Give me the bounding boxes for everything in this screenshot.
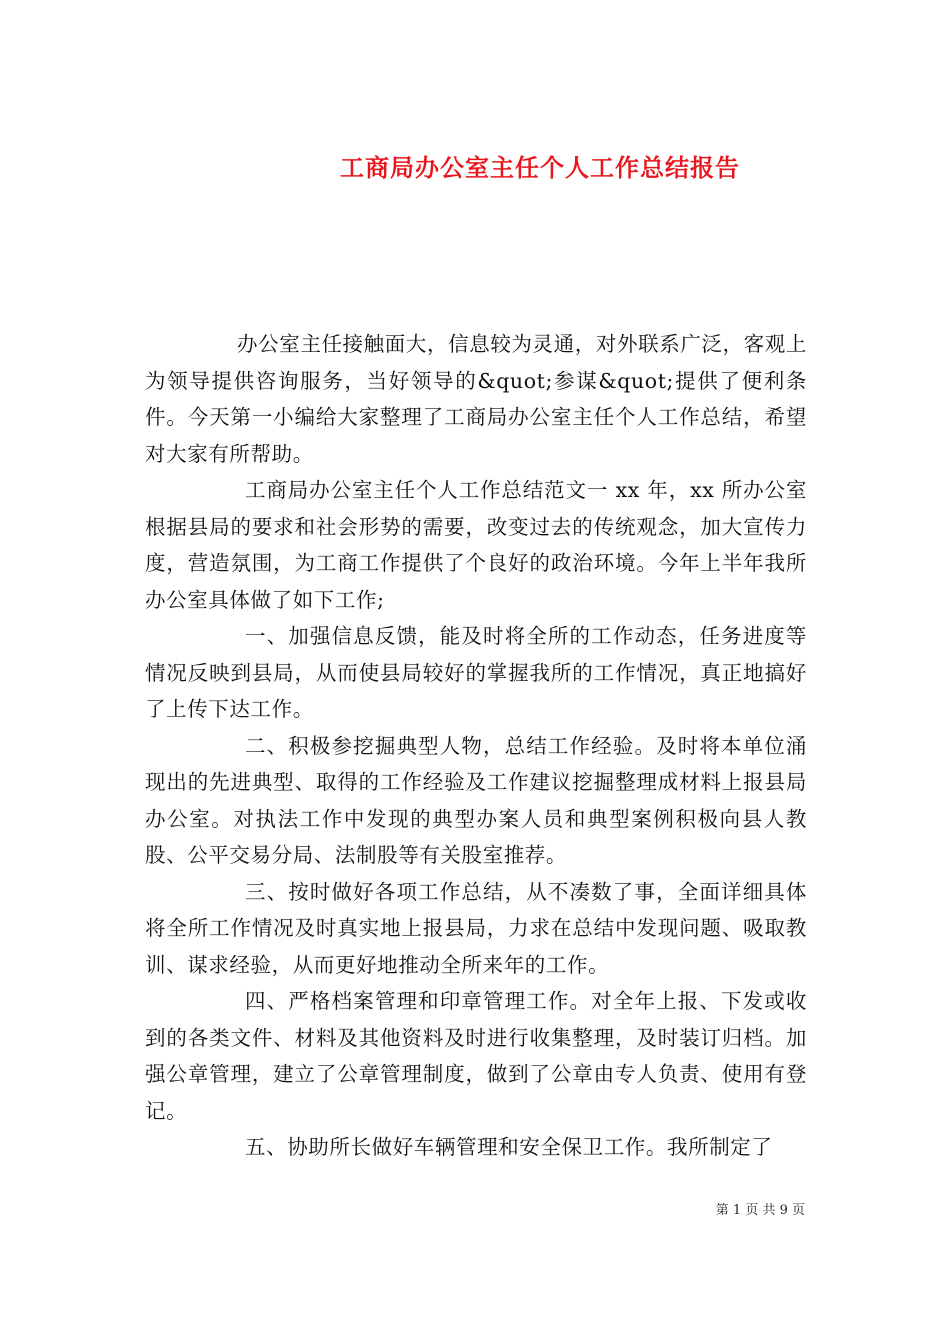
- paragraph-item-five: 五、协助所长做好车辆管理和安全保卫工作。我所制定了: [245, 1135, 773, 1159]
- paragraph-item-four: 四、严格档案管理和印章管理工作。对全年上报、下发或收到的各类文件、材料及其他资料及时进行收集整理，及时装订归档。加强公章管理，建立了公章管理制度，做到了公章由专人负责、使用有登记。: [145, 989, 807, 1123]
- paragraph-item-two: 二、积极参挖掘典型人物，总结工作经验。及时将本单位涌现出的先进典型、取得的工作经验及工作建议挖掘整理成材料上报县局办公室。对执法工作中发现的典型办案人员和典型案例积极向县人教股、公平交易分局、法制股等有关股室推荐。: [145, 733, 807, 867]
- page-number: 第 1 页 共 9 页: [715, 1203, 805, 1218]
- document-body: [145, 326, 807, 1166]
- paragraph-item-one: 一、加强信息反馈，能及时将全所的工作动态，任务进度等情况反映到县局，从而使县局较好的掌握我所的工作情况，真正地搞好了上传下达工作。: [145, 624, 807, 721]
- paragraph-item-three: 三、按时做好各项工作总结，从不凑数了事，全面详细具体将全所工作情况及时真实地上报县局，力求在总结中发现问题、吸取教训、谋求经验，从而更好地推动全所来年的工作。: [145, 879, 807, 977]
- paragraph-sample-one: 工商局办公室主任个人工作总结范文一 xx 年，xx 所办公室根据县局的要求和社会形势的需要，改变过去的传统观念，加大宣传力度，营造氛围，为工商工作提供了个良好的政治环境。今年上半年我所办公室具体做了如下工作;: [145, 478, 807, 612]
- paragraph-intro: 办公室主任接触面大，信息较为灵通，对外联系广泛，客观上为领导提供咨询服务，当好领导的&quot;参谋&quot;提供了便利条件。今天第一小编给大家整理了工商局办公室主任个人工作总结，希望对大家有所帮助。: [145, 332, 807, 466]
- document-title: 工商局办公室主任个人工作总结报告: [340, 153, 740, 183]
